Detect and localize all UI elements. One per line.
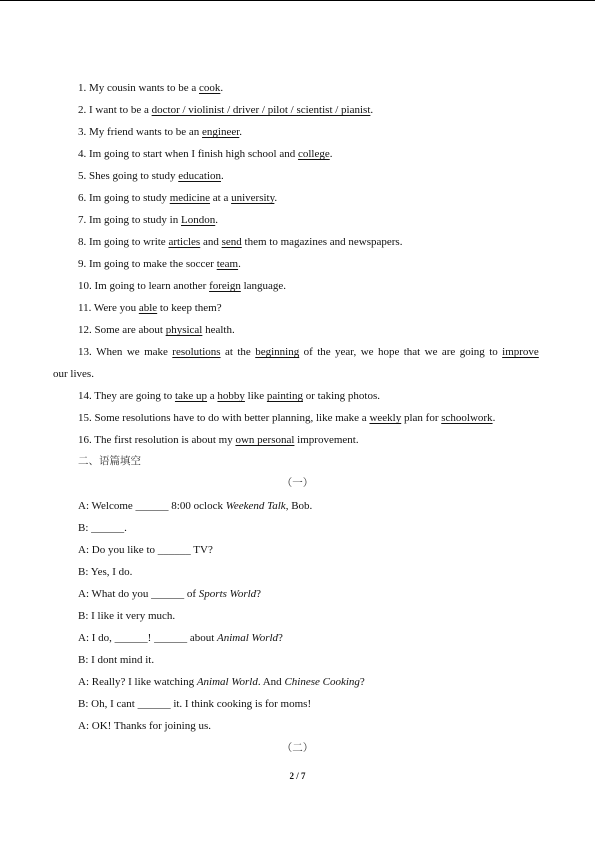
answer-line-11 [78,301,222,315]
answer-line-15 [78,411,495,425]
text: A: Welcome ______ 8:00 o [78,500,200,512]
text: . And [257,676,285,688]
text: . [238,258,241,270]
answer-word: weekly [369,412,402,424]
answer-word: schoolwork [441,412,493,424]
program-title: Weekend Talk [225,500,286,512]
answer-line-12 [78,323,235,337]
answer-word: doctor / violinist / driver / pilot / scientist / pianist [151,104,371,116]
answer-line-8 [78,235,402,249]
text: A: I do, ______! ______ about [78,632,218,644]
answer-line-13 [78,345,539,359]
dialog-line-6: B: I like it very much. [78,610,176,622]
answer-word: beginning [255,346,300,358]
answer-word: medicine [169,192,211,204]
dialog-line-5 [78,587,261,601]
answer-word: articles [168,236,201,248]
text: ? [278,632,283,644]
word: the [237,346,251,358]
text: s going to study [105,170,179,182]
answer-word: hobby [217,390,245,402]
answer-word: university [231,192,275,204]
answer-word: team [216,258,239,270]
text: 16. The first resolution is about my [78,434,236,446]
text: . [221,170,224,182]
page-number: 2 / 7 [289,771,306,781]
program-title: Sports World [198,588,257,600]
program-title: Chinese Cooking [284,676,360,688]
text: a [207,390,218,402]
text: m going to make the soccer [92,258,217,270]
word: we [424,346,438,358]
text: t ______ it. I think cooking is for moms! [131,698,312,710]
text: 14. They are going to [78,390,175,402]
text: . [370,104,374,116]
top-rule [0,0,595,1]
dialog-line-11: A: OK! Thanks for joining us. [78,720,212,732]
text: m going to study in [92,214,181,226]
answer-word: physical [165,324,203,336]
word: hope [377,346,400,358]
answer-line-14 [78,389,380,403]
answer-line-9 [78,257,241,271]
answer-line-2 [78,103,373,117]
answer-line-6 [78,191,277,205]
word: going [459,346,485,358]
text: 2. I want to be a [78,104,152,116]
dialog-line-2: B: ______. [78,522,127,534]
dialog-line-7 [78,631,283,645]
text: m going to learn another [98,280,210,292]
text: m going to study [92,192,170,204]
word: we [360,346,374,358]
word: that [403,346,421,358]
text: 7. I [78,214,93,226]
answer-line-7 [78,213,218,227]
word: make [144,346,168,358]
answer-word: cook [198,82,221,94]
word: the [317,346,331,358]
text: 4. I [78,148,93,160]
text: A: Really? I like watching [78,676,197,688]
text: 15. Some resolutions have to do with better planning, like make a [78,412,370,424]
text: plan for [401,412,442,424]
answer-word: resolutions [172,346,221,358]
text: like [244,390,267,402]
text: , Bob. [285,500,313,512]
dialog-line-10 [78,697,311,711]
text: 10. I [78,280,99,292]
text: health. [202,324,235,336]
text: t mind it. [114,654,155,666]
text: clock [199,500,226,512]
word: When [96,346,123,358]
dialog-line-8 [78,653,154,667]
section-heading: 二、语篇填空 [78,455,141,467]
text: them to magazines and newspapers. [241,236,403,248]
answer-word: engineer [202,126,240,138]
text: language. [240,280,287,292]
text: at a [210,192,232,204]
word: 13. [78,346,92,358]
text: m going to write [92,236,169,248]
dialog-line-4: B: Yes, I do. [78,566,133,578]
answer-word: able [138,302,158,314]
text: . [274,192,278,204]
answer-line-10 [78,279,286,293]
text: 8. I [78,236,93,248]
text: B: I don [78,654,115,666]
answer-line-4 [78,147,333,161]
answer-line-5 [78,169,224,183]
text: or taking photos. [302,390,380,402]
answer-word: college [297,148,330,160]
program-title: Animal World [217,632,279,644]
word: to [489,346,498,358]
answer-word: education [178,170,221,182]
text: . [492,412,496,424]
text: A: What do you ______ of [78,588,199,600]
text: ? [359,676,365,688]
answer-word: London [180,214,216,226]
text: 6. I [78,192,93,204]
word: we [126,346,140,358]
answer-line-13-continued: our lives. [53,368,94,380]
text: 1. My cousin wants to be a [78,82,199,94]
part-label-2: （二） [281,742,314,754]
answer-word: own personal [235,434,295,446]
answer-word: take up [174,390,208,402]
answer-word: foreign [209,280,241,292]
text: B: Oh, I can [78,698,132,710]
text: . [239,126,243,138]
text: ? [256,588,262,600]
text: 3. My friend wants to be an [78,126,203,138]
word: at [224,346,233,358]
text: and [200,236,222,248]
answer-line-3 [78,125,242,139]
part-label-1: （一） [281,477,314,489]
text: 9. I [78,258,93,270]
answer-word: painting [266,390,303,402]
dialog-line-9 [78,675,365,689]
answer-line-1 [78,81,223,95]
text: m going to start when I finish high school and [92,148,298,160]
word: of [303,346,313,358]
text: . [329,148,333,160]
dialog-line-1 [78,499,312,513]
text: to keep them? [157,302,222,314]
text: improvement. [294,434,359,446]
answer-word: send [221,236,242,248]
word: year, [335,346,357,358]
program-title: Animal World [196,676,258,688]
word: are [441,346,456,358]
text: . [215,214,218,226]
text: . [220,82,224,94]
text: 11. Were you [78,302,139,314]
dialog-line-3: A: Do you like to ______ TV? [78,544,213,556]
answer-word: improve [502,346,539,358]
text: 12. Some are about [78,324,166,336]
answer-line-16 [78,433,359,447]
text: 5. She [78,170,106,182]
